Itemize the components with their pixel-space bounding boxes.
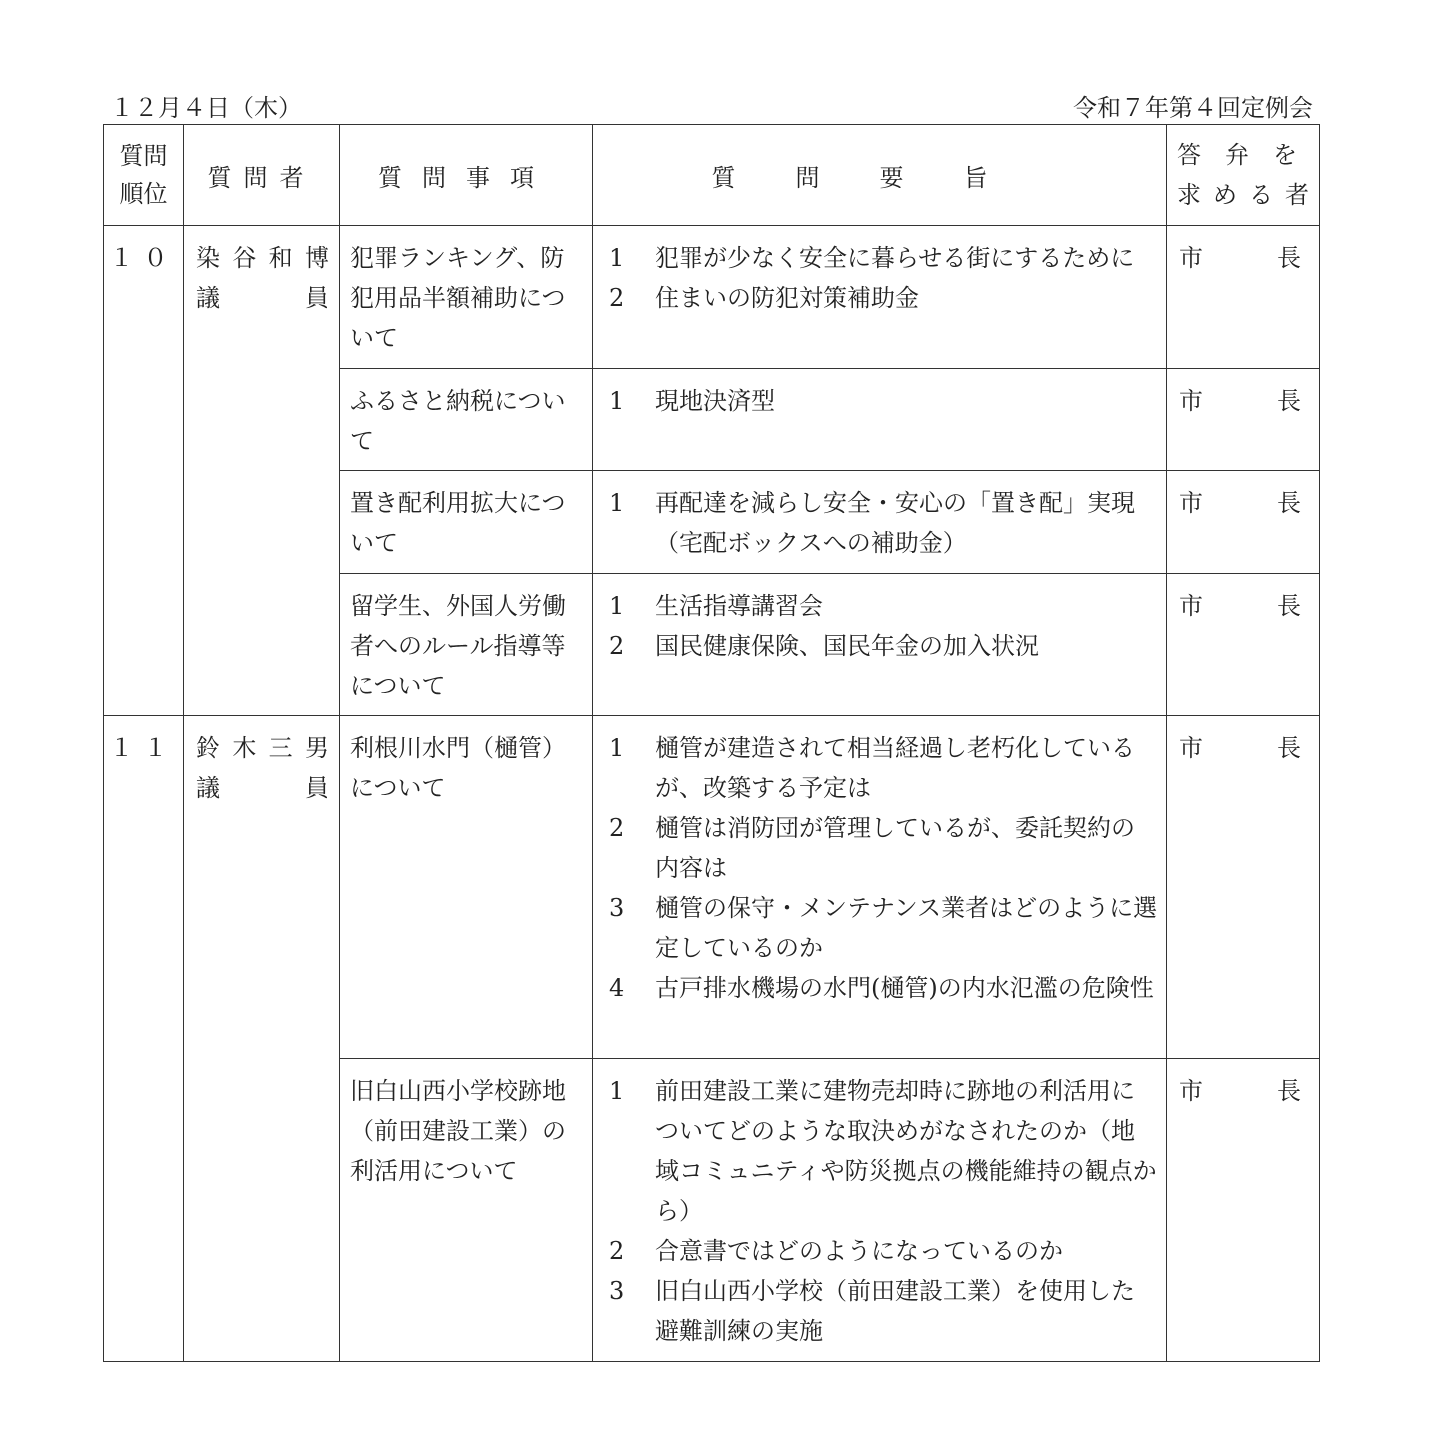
header-resp-char: 求	[1177, 181, 1213, 209]
respondent: 市 長	[1167, 716, 1320, 1059]
respondent: 市 長	[1167, 1059, 1320, 1362]
list-item: 2 合意書ではどのようになっているのか	[609, 1237, 1063, 1265]
header-order	[104, 125, 184, 226]
header-resp-char: め	[1213, 181, 1249, 209]
question-topic: 置き配利用拡大について	[340, 471, 593, 574]
respondent: 市 長	[1167, 369, 1320, 471]
list-item: 1 犯罪が少なく安全に暮らせる街にするために	[609, 244, 1135, 272]
list-item: 3 樋管の保守・メンテナンス業者はどのように選定しているのか	[609, 894, 1158, 962]
header-asker: 質問者	[184, 125, 340, 226]
question-points	[593, 574, 1167, 716]
table-header-row	[104, 125, 1320, 226]
respondent: 市 長	[1167, 574, 1320, 716]
list-item: 1 生活指導講習会	[609, 592, 823, 620]
question-points	[593, 1059, 1167, 1362]
question-order: １１	[104, 716, 184, 1362]
list-item: 2 住まいの防犯対策補助金	[609, 284, 919, 312]
header-order-line2: 順位	[119, 180, 168, 208]
header-points: 質問要旨	[593, 125, 1167, 226]
list-item: 1 樋管が建造されて相当経過し老朽化しているが、改築する予定は	[609, 734, 1135, 802]
asker-name: 染 谷 和 博 議 員	[184, 226, 340, 716]
respondent: 市 長	[1167, 226, 1320, 369]
question-points	[593, 226, 1167, 369]
header-resp-char: を	[1273, 141, 1309, 169]
question-points	[593, 471, 1167, 574]
header-resp-char: 答	[1177, 141, 1213, 169]
list-item: 2 樋管は消防団が管理しているが、委託契約の内容は	[609, 814, 1135, 882]
list-item: 3 旧白山西小学校（前田建設工業）を使用した避難訓練の実施	[609, 1277, 1135, 1345]
list-item: 4 古戸排水機場の水門(樋管)の内水氾濫の危険性	[609, 974, 1154, 1002]
header-resp-char: 者	[1285, 181, 1321, 209]
header-respondent	[1167, 125, 1320, 226]
question-topic: ふるさと納税について	[340, 369, 593, 471]
list-item: 1 前田建設工業に建物売却時に跡地の利活用についてどのような取決めがなされたのか（地域コミュニティや防災拠点の機能維持の観点から）	[609, 1077, 1157, 1225]
list-item: 1 再配達を減らし安全・安心の「置き配」実現（宅配ボックスへの補助金）	[609, 489, 1135, 557]
meeting-date: １２月４日（木）	[110, 94, 302, 122]
header-order-line1: 質問	[119, 142, 168, 170]
list-item: 2 国民健康保険、国民年金の加入状況	[609, 632, 1039, 660]
question-topic: 留学生、外国人労働者へのルール指導等について	[340, 574, 593, 716]
header-resp-char: る	[1249, 181, 1285, 209]
table-row	[104, 716, 1320, 1059]
list-item: 1 現地決済型	[609, 387, 775, 415]
question-schedule-table	[103, 124, 1320, 1362]
session-title: 令和７年第４回定例会	[1073, 94, 1313, 122]
table-row	[104, 226, 1320, 369]
respondent: 市 長	[1167, 471, 1320, 574]
asker-name: 鈴 木 三 男 議 員	[184, 716, 340, 1362]
question-topic: 旧白山西小学校跡地（前田建設工業）の利活用について	[340, 1059, 593, 1362]
header-resp-char: 弁	[1225, 141, 1261, 169]
question-points	[593, 716, 1167, 1059]
question-topic: 利根川水門（樋管）について	[340, 716, 593, 1059]
question-points	[593, 369, 1167, 471]
question-topic: 犯罪ランキング、防犯用品半額補助について	[340, 226, 593, 369]
header-topic: 質問事項	[340, 125, 593, 226]
question-order: １０	[104, 226, 184, 716]
